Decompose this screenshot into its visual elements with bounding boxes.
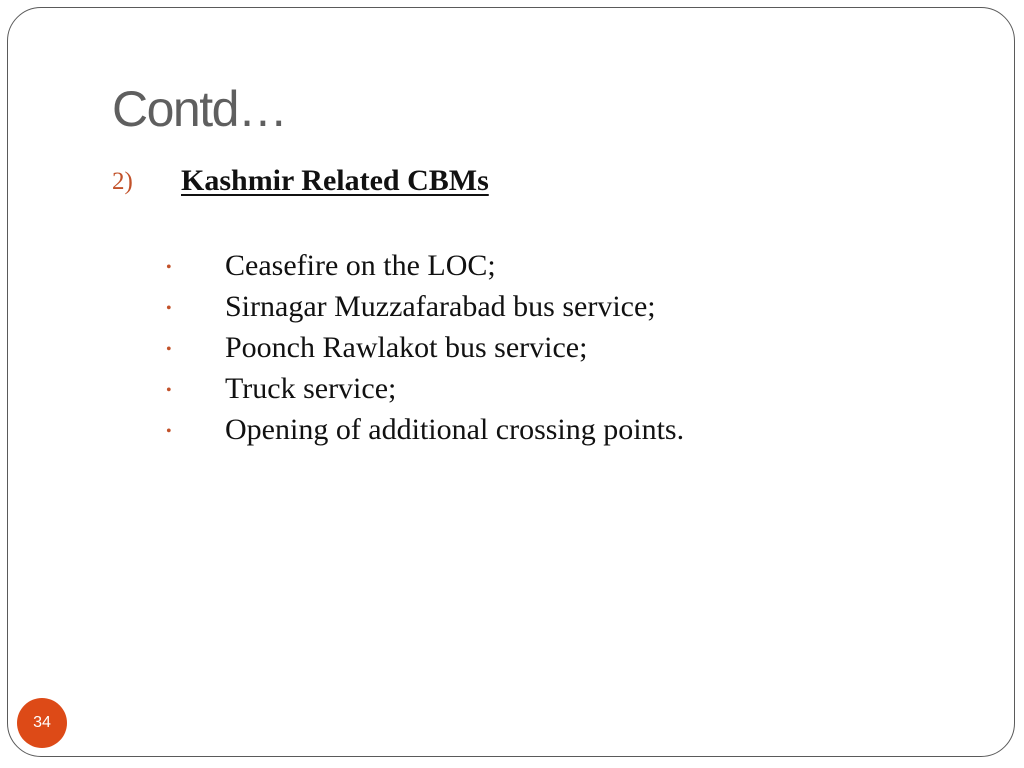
bullet-icon: • [166,382,172,399]
bullet-icon: • [166,259,172,276]
bullet-text: Sirnagar Muzzafarabad bus service; [225,290,656,323]
bullet-icon: • [166,300,172,317]
bullet-text: Opening of additional crossing points. [225,413,685,446]
section-heading: Kashmir Related CBMs [181,164,489,197]
slide-title: Contd… [112,81,287,137]
bullet-text: Poonch Rawlakot bus service; [225,331,588,364]
section-number: 2) [112,168,133,195]
bullet-icon: • [166,341,172,358]
bullet-text: Ceasefire on the LOC; [225,249,496,282]
page-number-badge: 34 [17,698,67,748]
bullet-text: Truck service; [225,372,397,405]
bullet-icon: • [166,423,172,440]
